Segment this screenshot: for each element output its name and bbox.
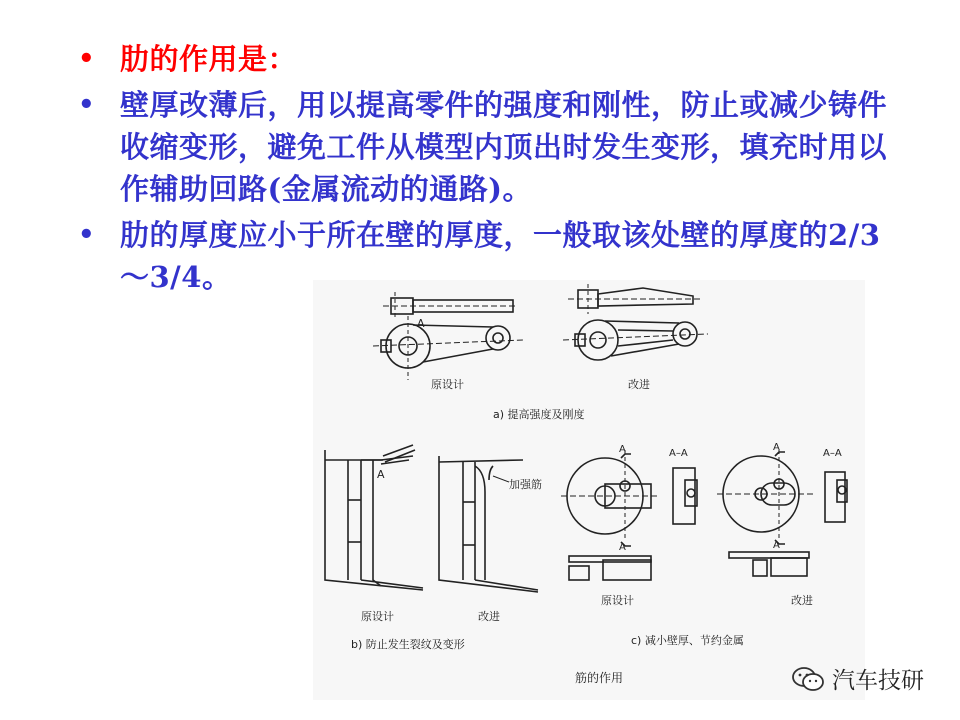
section-label-a: A bbox=[417, 317, 425, 330]
watermark-text: 汽车技研 bbox=[832, 668, 924, 694]
bullet-marker: • bbox=[78, 44, 95, 74]
lever-improved-top bbox=[568, 284, 703, 314]
label-improved-a: 改进 bbox=[628, 378, 650, 391]
caption-b: b) 防止发生裂纹及变形 bbox=[351, 638, 465, 651]
caption-a: a) 提高强度及刚度 bbox=[493, 408, 585, 421]
bullet-text-function: 壁厚改薄后，用以提高零件的强度和刚性，防止或减少铸件收缩变形，避免工件从模型内顶出时发生变形，填充时用以作辅助回路(金属流动的通路)。 bbox=[120, 88, 888, 206]
bullet-item-2 bbox=[78, 84, 908, 210]
label-original-a: 原设计 bbox=[431, 378, 464, 391]
bullet-marker: • bbox=[78, 90, 95, 120]
bullet-marker: • bbox=[78, 220, 95, 250]
bullet-text-heading: 肋的作用是： bbox=[120, 42, 298, 76]
disc-improved-section bbox=[825, 472, 847, 522]
disc-original-bottom bbox=[569, 556, 651, 580]
bullet-text-thickness: 肋的厚度应小于所在壁的厚度，一般取该处壁的厚度的2/3～3/4。 bbox=[120, 218, 881, 294]
rib-diagram bbox=[313, 280, 865, 700]
section-view-label-c2: A–A bbox=[823, 448, 842, 459]
disc-original-section bbox=[673, 468, 697, 524]
watermark bbox=[790, 662, 924, 695]
section-label-b: A bbox=[377, 468, 385, 481]
housing-original bbox=[325, 445, 423, 590]
section-label-c1: A bbox=[619, 444, 626, 455]
wechat-icon bbox=[790, 665, 826, 693]
disc-improved-bottom bbox=[729, 552, 809, 576]
section-label-c3: A bbox=[773, 442, 780, 453]
label-original-c: 原设计 bbox=[601, 594, 634, 607]
bullet-list bbox=[78, 38, 908, 302]
lever-original-front bbox=[373, 316, 523, 380]
lever-original-top bbox=[383, 292, 518, 320]
section-label-c2: A bbox=[619, 542, 626, 553]
label-improved-c: 改进 bbox=[791, 594, 813, 607]
section-label-c4: A bbox=[773, 540, 780, 551]
disc-original bbox=[561, 450, 658, 546]
bullet-item-1 bbox=[78, 38, 908, 80]
housing-improved bbox=[439, 456, 538, 592]
label-improved-b: 改进 bbox=[478, 610, 500, 623]
rib-function-figure bbox=[313, 280, 865, 700]
lever-improved-front bbox=[563, 320, 708, 360]
figure-title: 筋的作用 bbox=[575, 671, 624, 685]
label-original-b: 原设计 bbox=[361, 610, 394, 623]
caption-c: c) 减小壁厚、节约金属 bbox=[631, 634, 744, 647]
disc-improved bbox=[717, 450, 813, 544]
label-rib: 加强筋 bbox=[509, 478, 542, 491]
section-view-label-c1: A–A bbox=[669, 448, 688, 459]
